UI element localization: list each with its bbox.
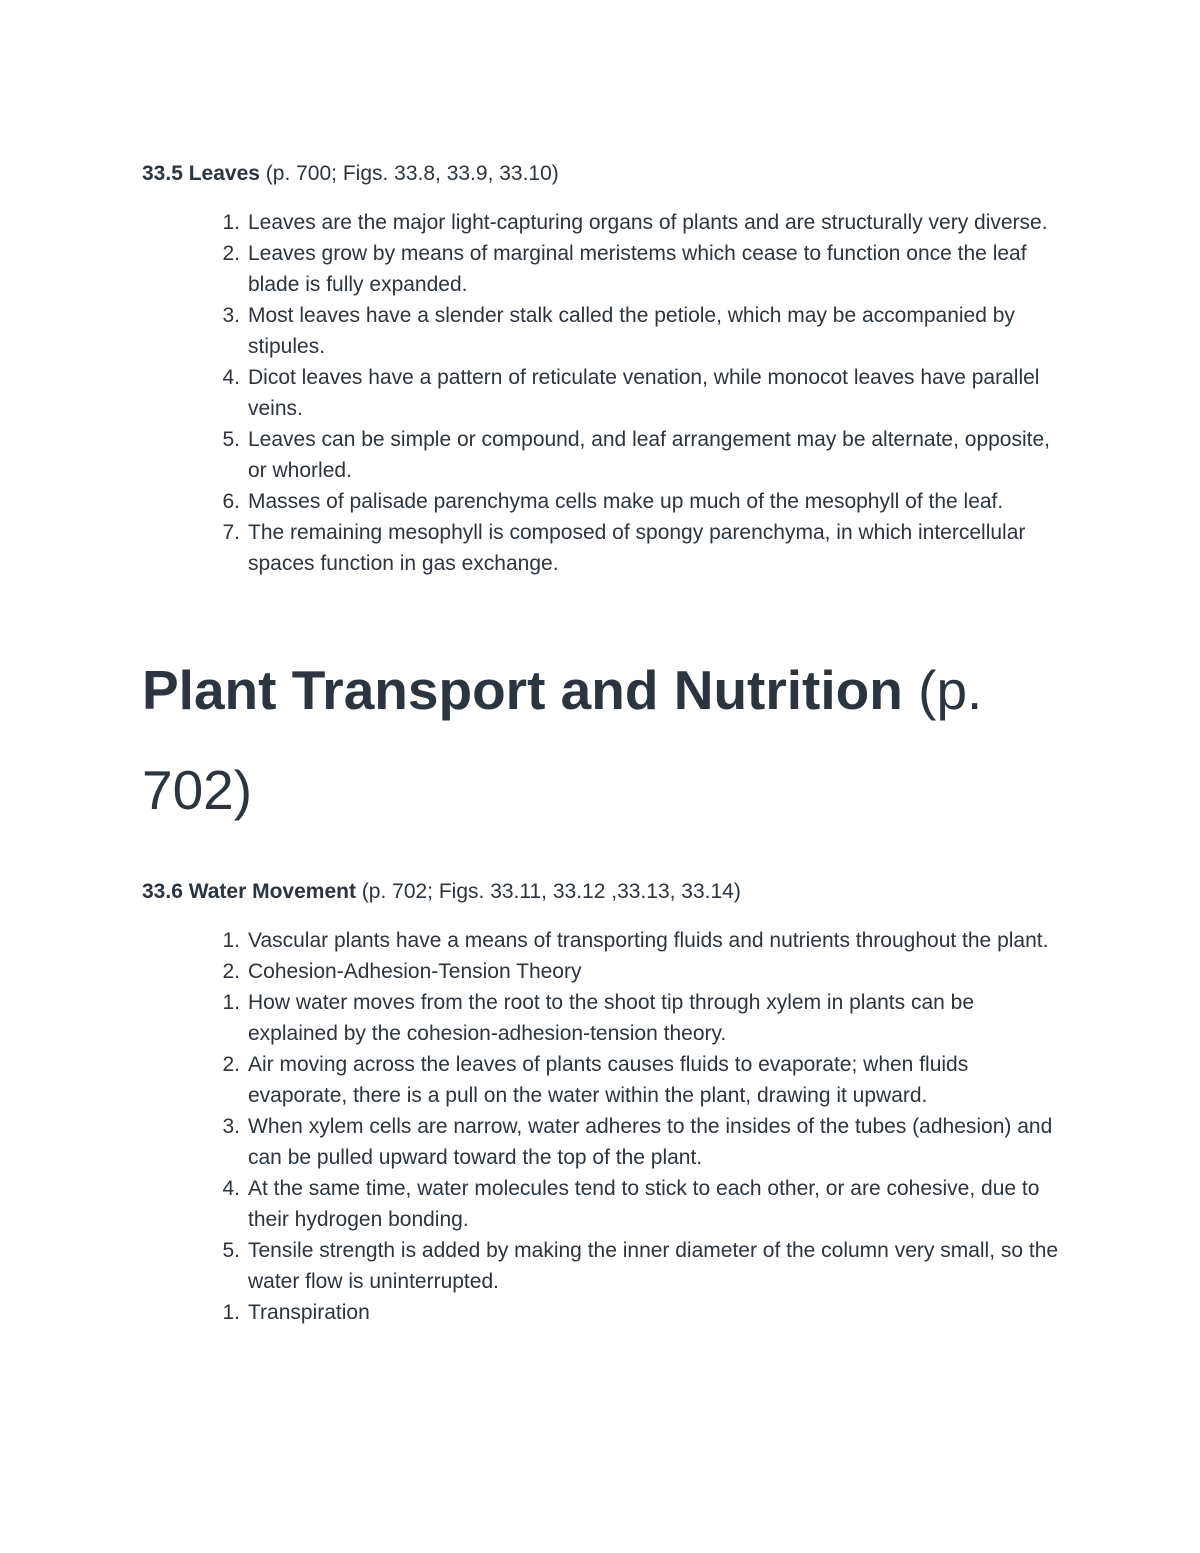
list-item-number: 4.	[222, 1177, 240, 1200]
list-item-text: Air moving across the leaves of plants causes fluids to evaporate; when fluids evaporate, there is a pull on the water within the plant, drawing it upward.	[248, 1053, 969, 1107]
list-item	[142, 925, 1060, 956]
list-item	[142, 987, 1060, 1049]
list-item	[142, 300, 1060, 362]
list-item-number: 1.	[222, 211, 240, 234]
list-item-text: Most leaves have a slender stalk called the petiole, which may be accompanied by stipules.	[248, 304, 1015, 358]
section-heading-reference: (p. 702; Figs. 33.11, 33.12 ,33.13, 33.14)	[355, 880, 741, 903]
list-item-number: 5.	[222, 1239, 240, 1262]
list-item	[142, 1235, 1060, 1297]
list-item	[142, 517, 1060, 579]
section-heading-bold: 33.5 Leaves	[142, 162, 260, 185]
list-item-number: 2.	[222, 242, 240, 265]
list-item-number: 3.	[222, 1115, 240, 1138]
list-item-number: 6.	[222, 490, 240, 513]
list-item	[142, 238, 1060, 300]
list-item-text: The remaining mesophyll is composed of spongy parenchyma, in which intercellular spaces function in gas exchange.	[248, 521, 1026, 575]
list-item	[142, 1049, 1060, 1111]
list-item-number: 2.	[222, 1053, 240, 1076]
list-item-text: Leaves are the major light-capturing organs of plants and are structurally very diverse.	[248, 211, 1048, 234]
list-item	[142, 1111, 1060, 1173]
section-heading-water-movement	[142, 876, 741, 907]
section-heading-bold: 33.6 Water Movement	[142, 880, 356, 903]
list-item-number: 7.	[222, 521, 240, 544]
list-item-text: At the same time, water molecules tend to stick to each other, or are cohesive, due to their hydrogen bonding.	[248, 1177, 1040, 1231]
list-item-text: How water moves from the root to the shoot tip through xylem in plants can be explained by the cohesion-adhesion-tension theory.	[248, 991, 975, 1045]
chapter-title-bold: Plant Transport and Nutrition	[142, 659, 903, 721]
list-item	[142, 956, 1060, 987]
chapter-title	[142, 640, 1072, 840]
list-item-number: 3.	[222, 304, 240, 327]
list-item-text: Dicot leaves have a pattern of reticulate venation, while monocot leaves have parallel veins.	[248, 366, 1040, 420]
list-item-number: 1.	[222, 991, 240, 1014]
list-item-number: 5.	[222, 428, 240, 451]
chapter-title-reference: (p. 702)	[142, 659, 983, 821]
list-item-number: 1.	[222, 1301, 240, 1324]
list-item-text: Leaves grow by means of marginal meristems which cease to function once the leaf blade is fully expanded.	[248, 242, 1027, 296]
list-item	[142, 1297, 1060, 1328]
list-item-text: Leaves can be simple or compound, and leaf arrangement may be alternate, opposite, or whorled.	[248, 428, 1050, 482]
list-item	[142, 486, 1060, 517]
list-item-text: Tensile strength is added by making the inner diameter of the column very small, so the water flow is uninterrupted.	[248, 1239, 1059, 1293]
list-item	[142, 424, 1060, 486]
list-item-text: Masses of palisade parenchyma cells make up much of the mesophyll of the leaf.	[248, 490, 1004, 513]
list-item-number: 4.	[222, 366, 240, 389]
list-item-number: 2.	[222, 960, 240, 983]
leaves-list	[142, 207, 1072, 579]
water-movement-list	[142, 925, 1072, 1328]
list-item-text: Transpiration	[248, 1301, 370, 1324]
section-heading-reference: (p. 700; Figs. 33.8, 33.9, 33.10)	[259, 162, 559, 185]
list-item-number: 1.	[222, 929, 240, 952]
list-item	[142, 1173, 1060, 1235]
list-item-text: Vascular plants have a means of transporting fluids and nutrients throughout the plant.	[248, 929, 1049, 952]
list-item	[142, 362, 1060, 424]
list-item	[142, 207, 1060, 238]
list-item-text: Cohesion-Adhesion-Tension Theory	[248, 960, 582, 983]
list-item-text: When xylem cells are narrow, water adheres to the insides of the tubes (adhesion) and can be pulled upward toward the top of the plant.	[248, 1115, 1053, 1169]
section-heading-leaves	[142, 158, 559, 189]
